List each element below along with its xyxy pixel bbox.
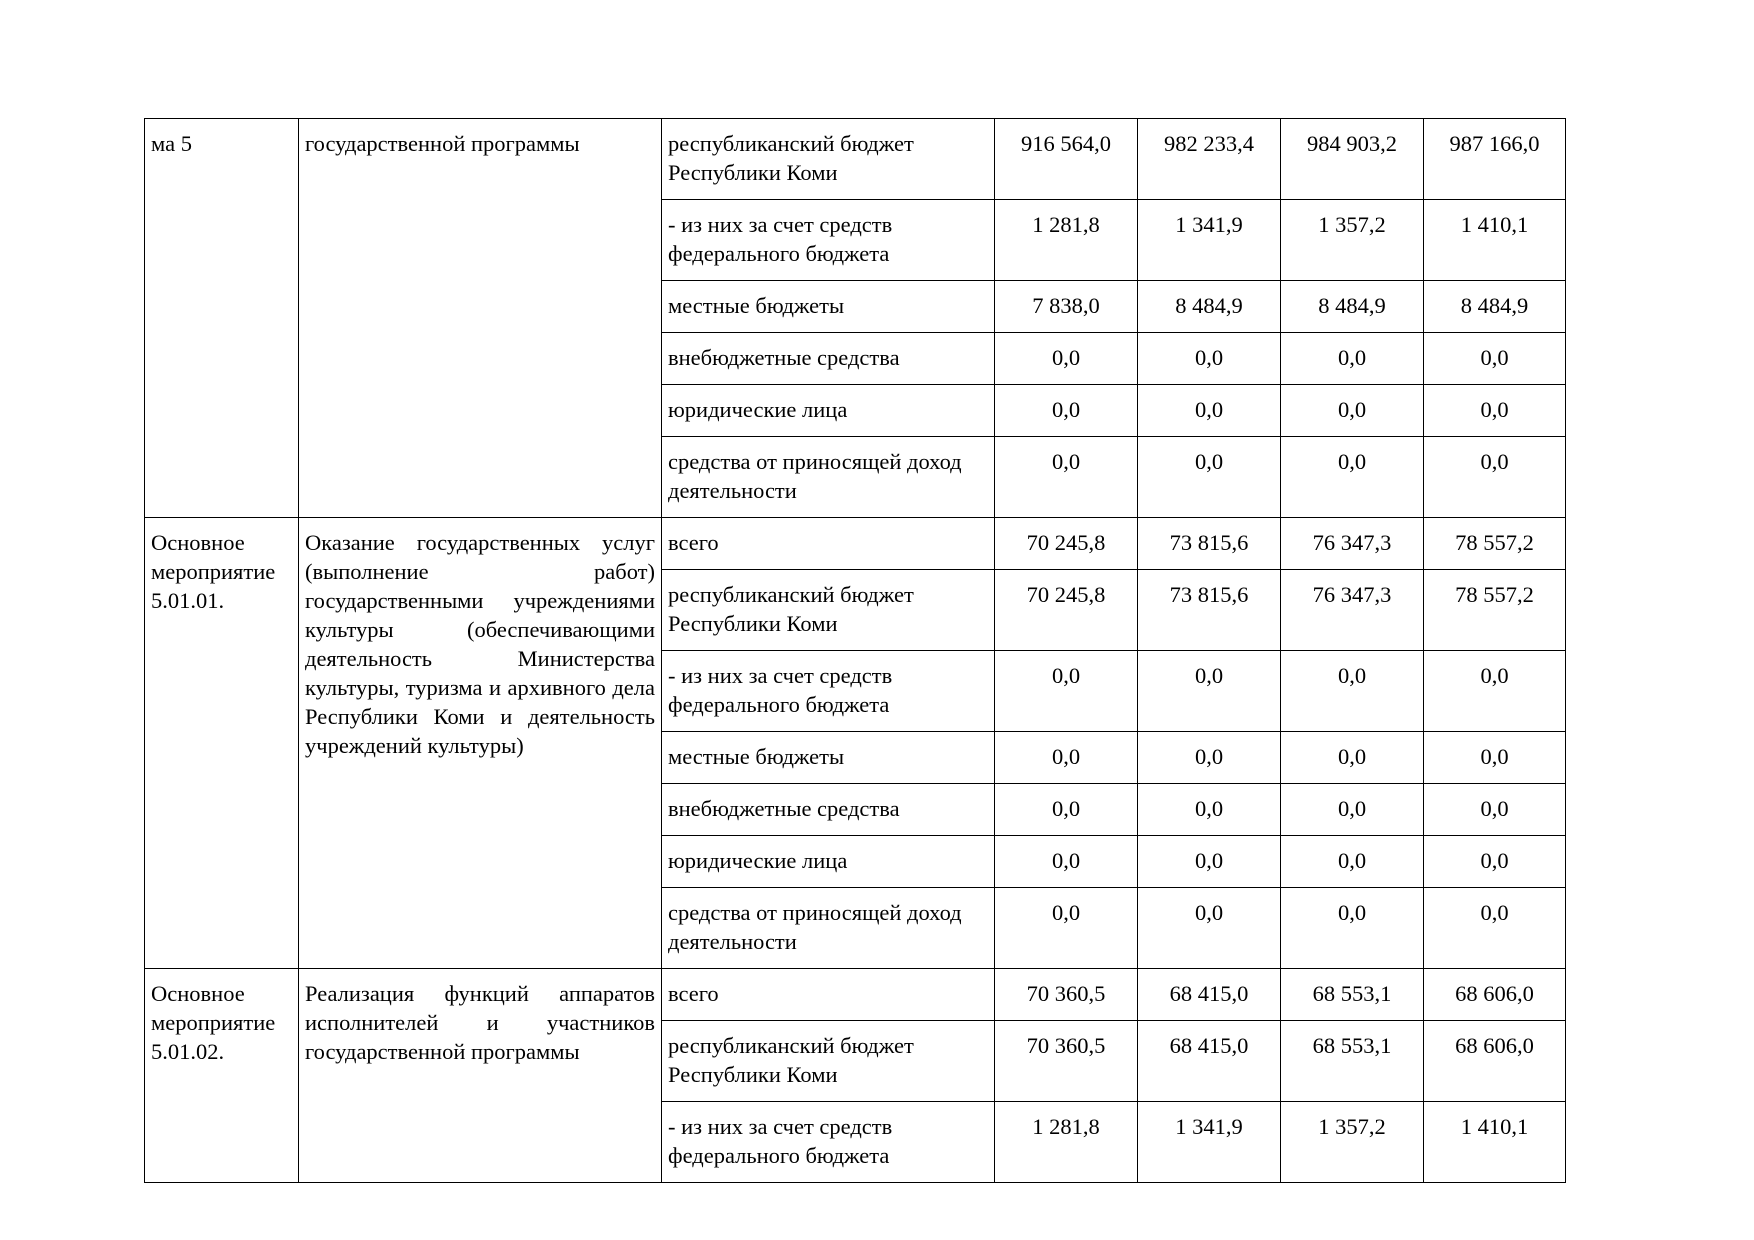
funding-source-cell: средства от приносящей доход деятельности bbox=[662, 888, 995, 969]
value-cell: 0,0 bbox=[1424, 732, 1566, 784]
value-cell: 0,0 bbox=[995, 732, 1138, 784]
value-cell: 0,0 bbox=[995, 836, 1138, 888]
value-cell: 70 245,8 bbox=[995, 570, 1138, 651]
value-cell: 0,0 bbox=[1281, 784, 1424, 836]
funding-source-cell: местные бюджеты bbox=[662, 281, 995, 333]
value-cell: 0,0 bbox=[995, 651, 1138, 732]
funding-source-cell: - из них за счет средств федерального бюджета bbox=[662, 200, 995, 281]
value-cell: 0,0 bbox=[1424, 836, 1566, 888]
value-cell: 8 484,9 bbox=[1281, 281, 1424, 333]
value-cell: 0,0 bbox=[1424, 651, 1566, 732]
value-cell: 0,0 bbox=[1138, 836, 1281, 888]
value-cell: 68 415,0 bbox=[1138, 969, 1281, 1021]
value-cell: 0,0 bbox=[995, 784, 1138, 836]
value-cell: 68 606,0 bbox=[1424, 1021, 1566, 1102]
value-cell: 0,0 bbox=[995, 437, 1138, 518]
table-row bbox=[145, 518, 1566, 570]
value-cell: 1 341,9 bbox=[1138, 200, 1281, 281]
value-cell: 68 415,0 bbox=[1138, 1021, 1281, 1102]
value-cell: 0,0 bbox=[1281, 836, 1424, 888]
value-cell: 1 281,8 bbox=[995, 1102, 1138, 1183]
value-cell: 0,0 bbox=[1281, 437, 1424, 518]
value-cell: 0,0 bbox=[1138, 784, 1281, 836]
table-row bbox=[145, 119, 1566, 200]
value-cell: 1 341,9 bbox=[1138, 1102, 1281, 1183]
funding-source-cell: республиканский бюджет Республики Коми bbox=[662, 1021, 995, 1102]
value-cell: 70 360,5 bbox=[995, 969, 1138, 1021]
value-cell: 8 484,9 bbox=[1138, 281, 1281, 333]
value-cell: 73 815,6 bbox=[1138, 518, 1281, 570]
funding-source-cell: - из них за счет средств федерального бюджета bbox=[662, 1102, 995, 1183]
measure-name-cell: государственной программы bbox=[299, 119, 662, 518]
value-cell: 7 838,0 bbox=[995, 281, 1138, 333]
value-cell: 68 606,0 bbox=[1424, 969, 1566, 1021]
value-cell: 982 233,4 bbox=[1138, 119, 1281, 200]
value-cell: 0,0 bbox=[995, 333, 1138, 385]
value-cell: 0,0 bbox=[1281, 333, 1424, 385]
value-cell: 0,0 bbox=[1281, 385, 1424, 437]
funding-source-cell: - из них за счет средств федерального бюджета bbox=[662, 651, 995, 732]
value-cell: 0,0 bbox=[995, 385, 1138, 437]
value-cell: 0,0 bbox=[1424, 385, 1566, 437]
value-cell: 0,0 bbox=[1281, 888, 1424, 969]
value-cell: 76 347,3 bbox=[1281, 518, 1424, 570]
value-cell: 0,0 bbox=[1138, 437, 1281, 518]
value-cell: 0,0 bbox=[1424, 333, 1566, 385]
value-cell: 1 357,2 bbox=[1281, 1102, 1424, 1183]
value-cell: 0,0 bbox=[1281, 651, 1424, 732]
value-cell: 1 281,8 bbox=[995, 200, 1138, 281]
value-cell: 0,0 bbox=[1138, 651, 1281, 732]
value-cell: 78 557,2 bbox=[1424, 570, 1566, 651]
measure-name-cell: Реализация функций аппаратов исполнителей и участников государственной программы bbox=[299, 969, 662, 1183]
value-cell: 916 564,0 bbox=[995, 119, 1138, 200]
funding-source-cell: внебюджетные средства bbox=[662, 784, 995, 836]
funding-source-cell: всего bbox=[662, 969, 995, 1021]
funding-source-cell: республиканский бюджет Республики Коми bbox=[662, 570, 995, 651]
value-cell: 984 903,2 bbox=[1281, 119, 1424, 200]
status-cell: Основное мероприятие 5.01.02. bbox=[145, 969, 299, 1183]
value-cell: 0,0 bbox=[1281, 732, 1424, 784]
funding-source-cell: республиканский бюджет Республики Коми bbox=[662, 119, 995, 200]
value-cell: 1 357,2 bbox=[1281, 200, 1424, 281]
status-cell: ма 5 bbox=[145, 119, 299, 518]
value-cell: 0,0 bbox=[1424, 437, 1566, 518]
value-cell: 70 245,8 bbox=[995, 518, 1138, 570]
funding-source-cell: внебюджетные средства bbox=[662, 333, 995, 385]
funding-source-cell: юридические лица bbox=[662, 385, 995, 437]
value-cell: 0,0 bbox=[1138, 333, 1281, 385]
value-cell: 76 347,3 bbox=[1281, 570, 1424, 651]
value-cell: 0,0 bbox=[995, 888, 1138, 969]
value-cell: 70 360,5 bbox=[995, 1021, 1138, 1102]
value-cell: 987 166,0 bbox=[1424, 119, 1566, 200]
value-cell: 68 553,1 bbox=[1281, 969, 1424, 1021]
funding-source-cell: всего bbox=[662, 518, 995, 570]
value-cell: 68 553,1 bbox=[1281, 1021, 1424, 1102]
funding-source-cell: средства от приносящей доход деятельности bbox=[662, 437, 995, 518]
measure-name-cell: Оказание государственных услуг (выполнение работ) государственными учреждениями культуры (обеспечивающими деятельность Министерства культуры, туризма и архивного дела Республики Коми и деятельность учреждений культуры) bbox=[299, 518, 662, 969]
status-cell: Основное мероприятие 5.01.01. bbox=[145, 518, 299, 969]
value-cell: 0,0 bbox=[1138, 385, 1281, 437]
value-cell: 1 410,1 bbox=[1424, 200, 1566, 281]
table-row bbox=[145, 969, 1566, 1021]
value-cell: 1 410,1 bbox=[1424, 1102, 1566, 1183]
table-body bbox=[145, 119, 1566, 1183]
funding-source-cell: местные бюджеты bbox=[662, 732, 995, 784]
value-cell: 0,0 bbox=[1424, 888, 1566, 969]
value-cell: 78 557,2 bbox=[1424, 518, 1566, 570]
value-cell: 73 815,6 bbox=[1138, 570, 1281, 651]
budget-table bbox=[144, 118, 1566, 1183]
value-cell: 0,0 bbox=[1138, 732, 1281, 784]
funding-source-cell: юридические лица bbox=[662, 836, 995, 888]
value-cell: 8 484,9 bbox=[1424, 281, 1566, 333]
value-cell: 0,0 bbox=[1138, 888, 1281, 969]
value-cell: 0,0 bbox=[1424, 784, 1566, 836]
